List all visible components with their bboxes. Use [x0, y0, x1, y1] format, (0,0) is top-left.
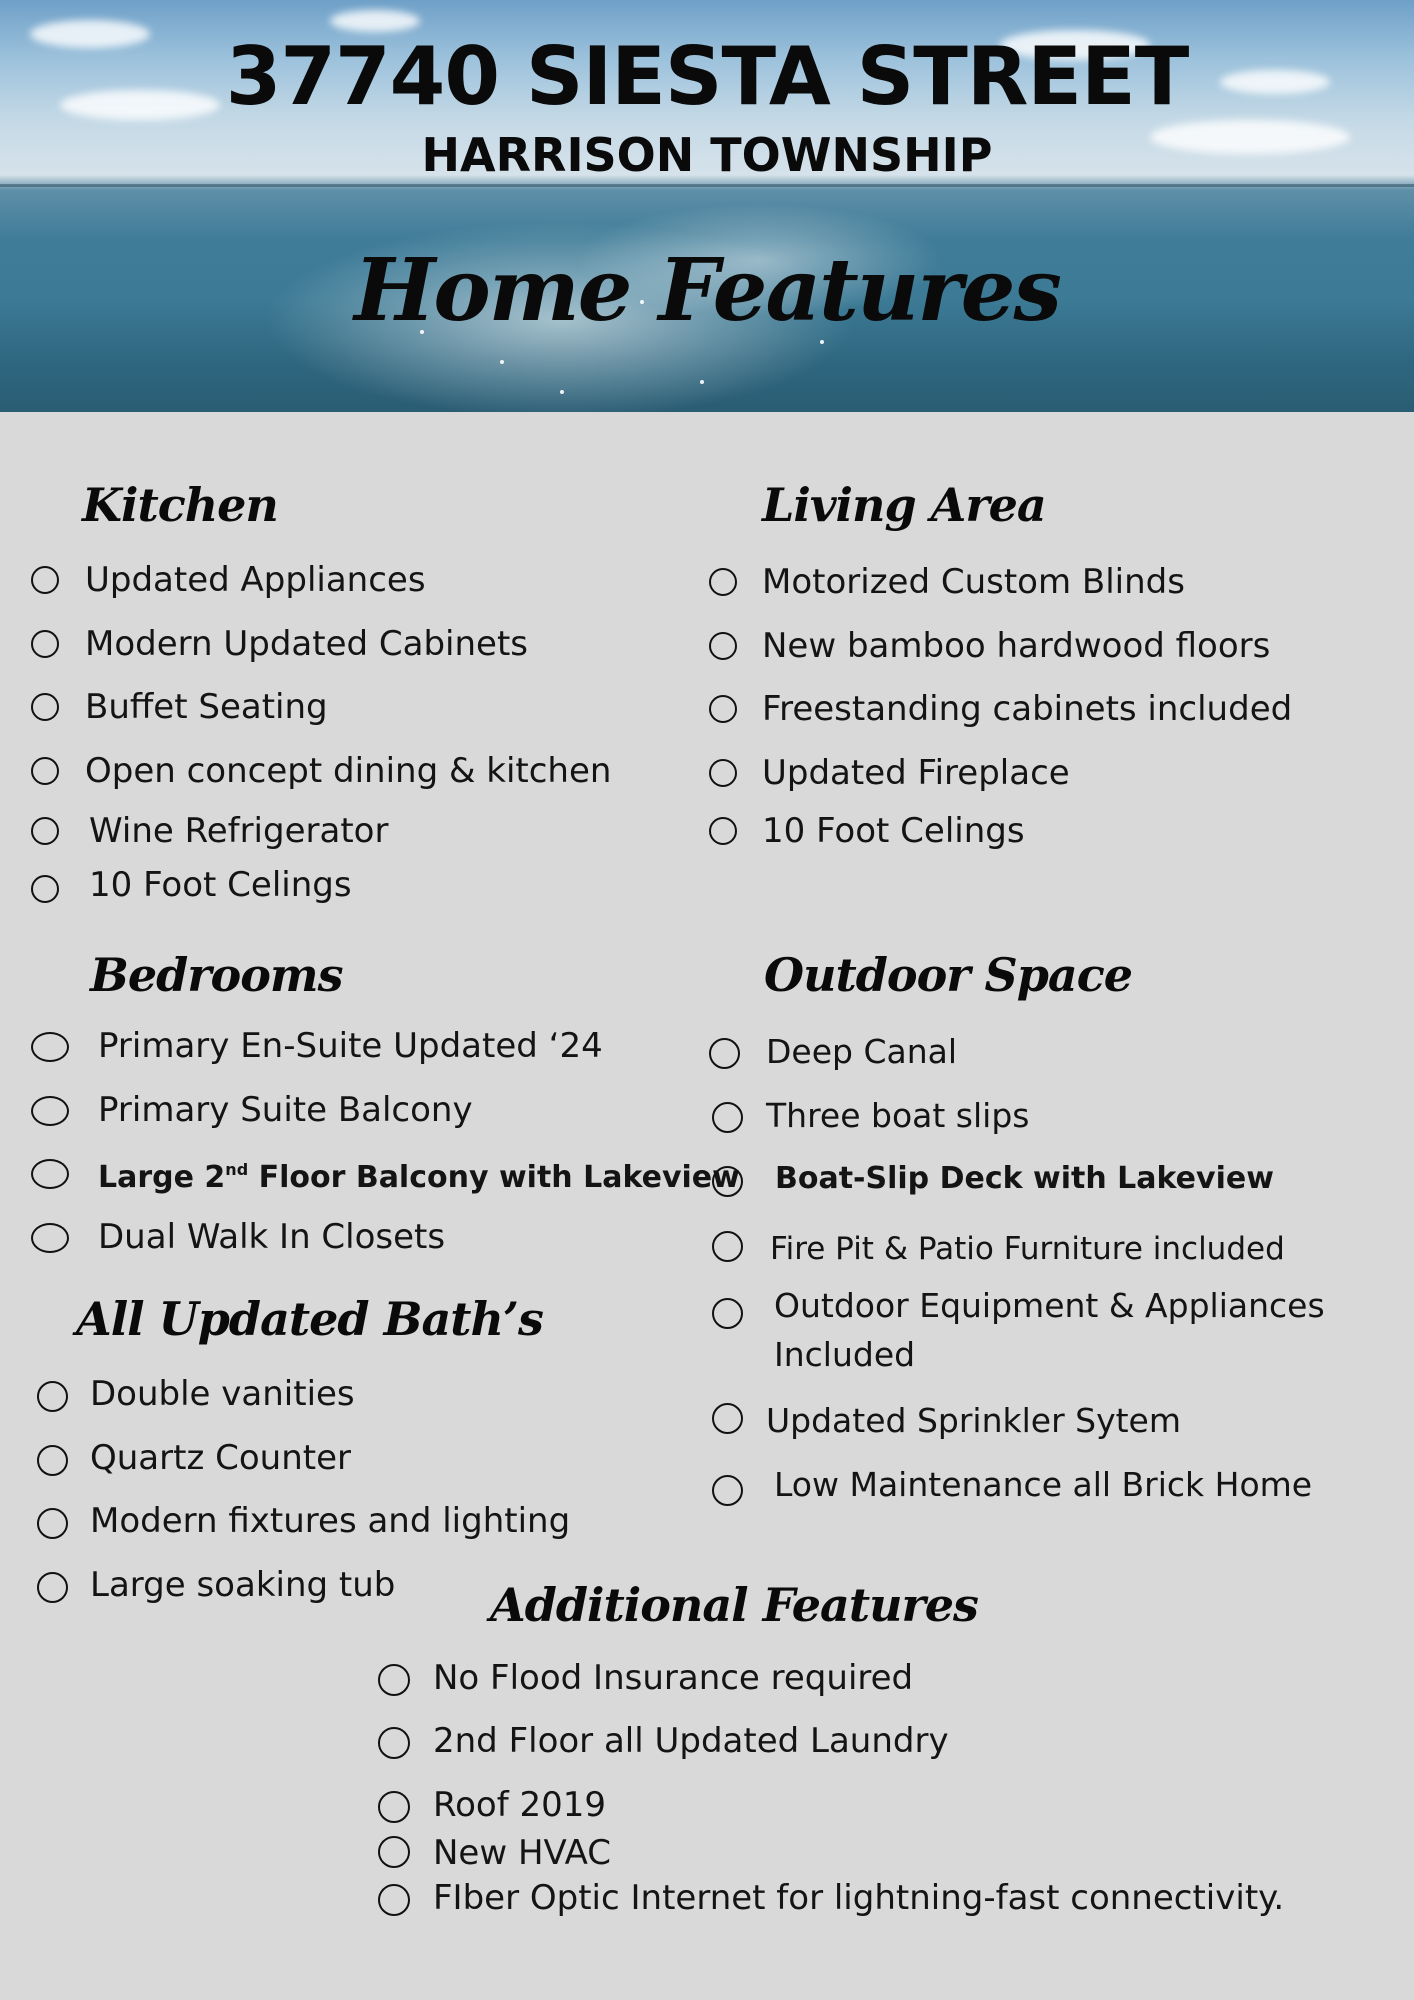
kitchen-heading: Kitchen	[82, 478, 278, 532]
street-address: 37740 SIESTA STREET	[225, 30, 1189, 123]
list-item: Motorized Custom Blinds	[762, 562, 1185, 602]
checkbox-circle-icon[interactable]	[31, 875, 59, 903]
checkbox-circle-icon[interactable]	[31, 1032, 69, 1062]
list-item: Updated Sprinkler Sytem	[766, 1401, 1181, 1440]
horizon-line	[0, 184, 1414, 187]
list-item: 10 Foot Celings	[89, 865, 352, 905]
list-item: Fire Pit & Patio Furniture included	[770, 1231, 1285, 1267]
checkbox-circle-icon[interactable]	[37, 1381, 68, 1412]
checkbox-circle-icon[interactable]	[378, 1791, 410, 1823]
list-item: 10 Foot Celings	[762, 811, 1025, 851]
list-item: Quartz Counter	[90, 1438, 351, 1478]
checkbox-circle-icon[interactable]	[37, 1572, 68, 1603]
checkbox-circle-icon[interactable]	[31, 630, 59, 658]
list-item: No Flood Insurance required	[433, 1658, 914, 1698]
list-item: Buffet Seating	[85, 687, 328, 727]
checkbox-circle-icon[interactable]	[378, 1884, 410, 1916]
list-item: Outdoor Equipment & Appliances	[774, 1286, 1325, 1325]
list-item: Double vanities	[90, 1374, 355, 1414]
bedrooms-heading: Bedrooms	[90, 948, 343, 1002]
checkbox-circle-icon[interactable]	[31, 817, 59, 845]
sparkle	[700, 380, 704, 384]
checkbox-circle-icon[interactable]	[378, 1836, 410, 1868]
list-item: Updated Appliances	[85, 560, 426, 600]
balcony-text-start: Large 2	[98, 1160, 226, 1195]
list-item: Wine Refrigerator	[89, 811, 389, 851]
list-item: Freestanding cabinets included	[762, 689, 1293, 729]
ocean-banner	[0, 0, 1414, 412]
list-item: 2nd Floor all Updated Laundry	[433, 1721, 949, 1761]
list-item: Large soaking tub	[90, 1565, 396, 1605]
list-item: New bamboo hardwood floors	[762, 626, 1271, 666]
checkbox-circle-icon[interactable]	[712, 1166, 743, 1197]
page-title: Home Features	[354, 240, 1060, 341]
balcony-text-end: Floor Balcony with Lakeview	[248, 1160, 740, 1195]
list-item: Primary Suite Balcony	[98, 1090, 473, 1130]
list-item: Boat-Slip Deck with Lakeview	[775, 1161, 1274, 1196]
checkbox-circle-icon[interactable]	[31, 693, 59, 721]
checkbox-circle-icon[interactable]	[31, 757, 59, 785]
checkbox-circle-icon[interactable]	[31, 566, 59, 594]
checkbox-circle-icon[interactable]	[709, 817, 737, 845]
list-item: Low Maintenance all Brick Home	[774, 1465, 1313, 1504]
checkbox-circle-icon[interactable]	[712, 1475, 743, 1506]
list-item: Open concept dining & kitchen	[85, 751, 612, 791]
list-item: Updated Fireplace	[762, 753, 1070, 793]
checkbox-circle-icon[interactable]	[709, 632, 737, 660]
list-item: New HVAC	[433, 1833, 612, 1873]
list-item: Deep Canal	[766, 1032, 958, 1071]
sparkle	[500, 360, 504, 364]
list-item: Primary En-Suite Updated ‘24	[98, 1026, 603, 1066]
checkbox-circle-icon[interactable]	[709, 1038, 740, 1069]
cloud	[330, 10, 420, 32]
list-item-continued: Included	[774, 1335, 916, 1374]
bath-heading: All Updated Bath’s	[76, 1292, 543, 1346]
township-name: HARRISON TOWNSHIP	[421, 128, 993, 182]
checkbox-circle-icon[interactable]	[31, 1223, 69, 1253]
checkbox-circle-icon[interactable]	[37, 1445, 68, 1476]
checkbox-circle-icon[interactable]	[31, 1096, 69, 1126]
checkbox-circle-icon[interactable]	[37, 1508, 68, 1539]
checkbox-circle-icon[interactable]	[712, 1298, 743, 1329]
checkbox-circle-icon[interactable]	[712, 1102, 743, 1133]
list-item: Roof 2019	[433, 1785, 607, 1825]
checkbox-circle-icon[interactable]	[712, 1403, 743, 1434]
checkbox-circle-icon[interactable]	[709, 568, 737, 596]
additional-features-heading: Additional Features	[490, 1578, 978, 1632]
checkbox-circle-icon[interactable]	[709, 759, 737, 787]
living-area-heading: Living Area	[762, 478, 1046, 532]
list-item: Three boat slips	[766, 1096, 1030, 1135]
list-item: Modern fixtures and lighting	[90, 1501, 571, 1541]
balcony-ordinal: nd	[225, 1160, 249, 1179]
checkbox-circle-icon[interactable]	[709, 695, 737, 723]
list-item: Dual Walk In Closets	[98, 1217, 446, 1257]
checkbox-circle-icon[interactable]	[31, 1159, 69, 1189]
list-item: Modern Updated Cabinets	[85, 624, 529, 664]
checkbox-circle-icon[interactable]	[378, 1664, 410, 1696]
outdoor-space-heading: Outdoor Space	[764, 948, 1133, 1002]
sparkle	[560, 390, 564, 394]
checkbox-circle-icon[interactable]	[378, 1727, 410, 1759]
list-item: FIber Optic Internet for lightning-fast connectivity.	[433, 1878, 1285, 1918]
checkbox-circle-icon[interactable]	[712, 1231, 743, 1262]
list-item-balcony	[98, 1146, 740, 1202]
